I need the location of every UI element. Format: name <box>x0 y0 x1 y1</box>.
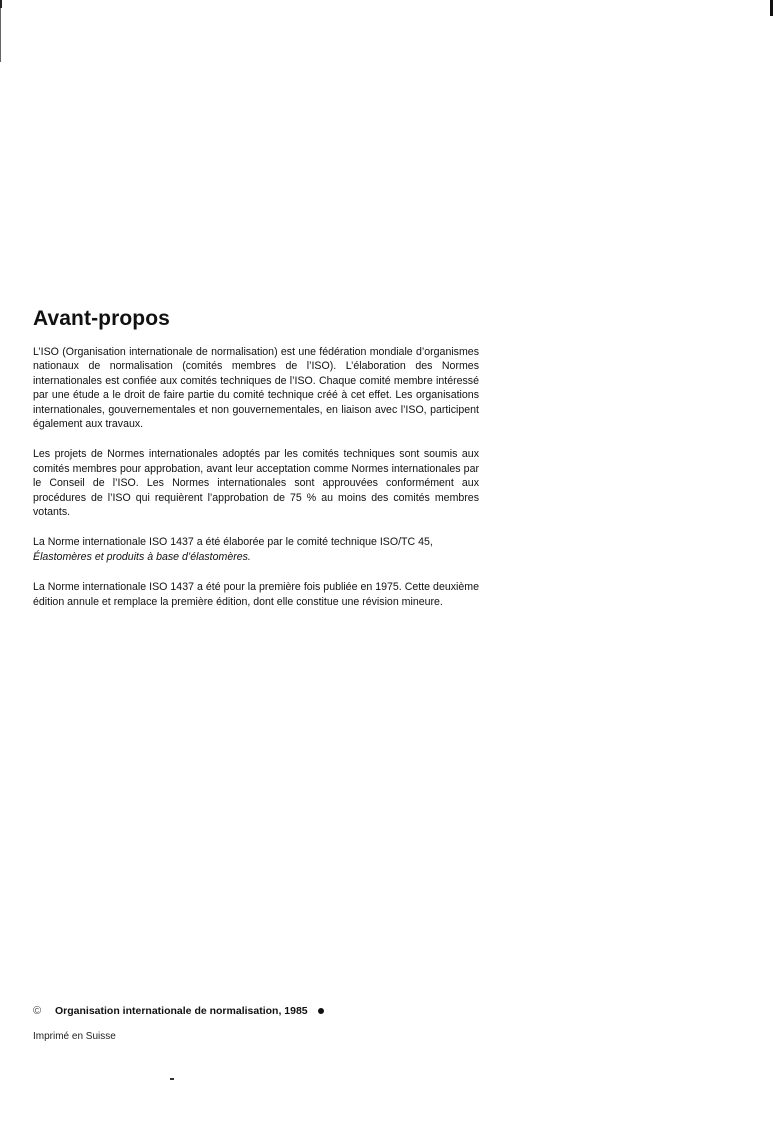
page-edge-left-mark <box>0 0 2 8</box>
paragraph-approval-process: Les projets de Normes internationales adoptés par les comités techniques sont soumis aux comités membres pour approbation, avant leur acceptation comme Normes internationales par le Conseil de l’ISO. Les Normes internationales sont approuvées conformément aux procédures de l’ISO qui requièrent l’approbation de 75 % au moins des comités membres votants. <box>33 448 479 519</box>
copyright-organization: Organisation internationale de normalisation, 1985 <box>55 1005 308 1017</box>
committee-title: Élastomères et produits à base d’élastomères. <box>33 550 251 563</box>
copyright-icon: © <box>33 1005 42 1017</box>
paragraph-edition-history: La Norme internationale ISO 1437 a été pour la première fois publiée en 1975. Cette deuxième édition annule et remplace la première édition, dont elle constitue une révision mineure. <box>33 581 479 608</box>
paragraph-iso-description: L’ISO (Organisation internationale de normalisation) est une fédération mondiale d’organismes nationaux de normalisation (comités membres de l’ISO). L’élaboration des Normes internationales est confiée aux comités techniques de l’ISO. Chaque comité membre intéressé par une étude a le droit de faire partie du comité technique créé à cet effet. Les organisations internationales, gouvernementales et non gouvernementales, en liaison avec l’ISO, participent également aux travaux. <box>33 346 479 431</box>
page-title: Avant-propos <box>33 307 170 330</box>
copyright-line <box>33 1005 433 1017</box>
committee-text: La Norme internationale ISO 1437 a été élaborée par le comité technique ISO/TC 45, <box>33 536 433 549</box>
scan-mark <box>170 1078 174 1080</box>
printed-location: Imprimé en Suisse <box>33 1031 116 1042</box>
page-edge-left <box>0 0 1 62</box>
page-edge-right-mark <box>770 0 773 16</box>
paragraph-technical-committee <box>33 535 479 564</box>
page-footer <box>33 1005 433 1042</box>
bullet-icon <box>318 1008 324 1014</box>
foreword-section <box>33 306 479 609</box>
